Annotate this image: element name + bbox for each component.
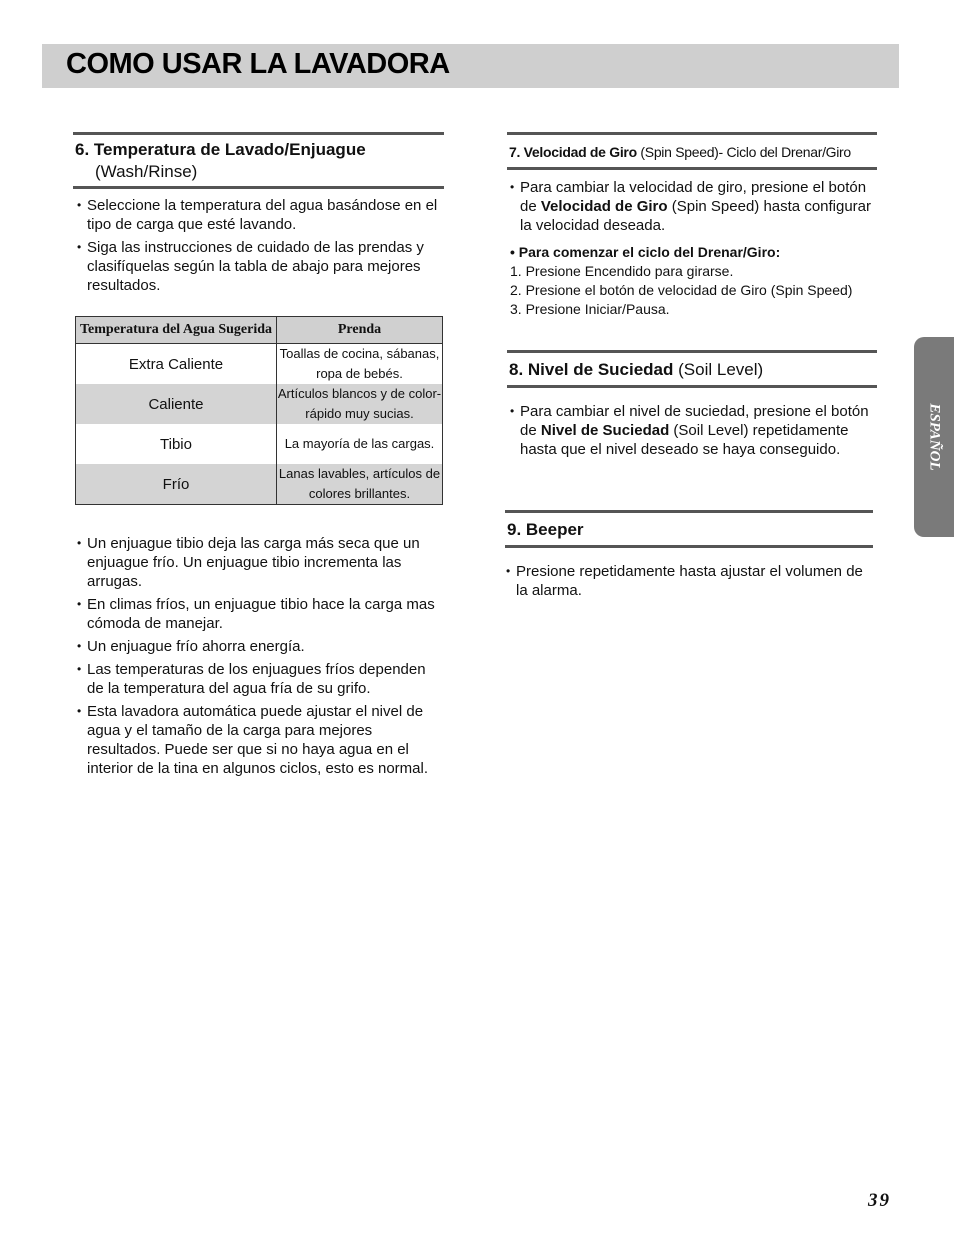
section-7-list [510,178,872,239]
list-item: • Las temperaturas de los enjuagues fríos dependen de la temperatura del agua fría de su grifo. [77,660,445,698]
table-row [76,384,443,424]
list-item: • Presione repetidamente hasta ajustar el volumen de la alarma. [506,562,868,600]
section-9-list [506,562,868,604]
section-8-title: 8. Nivel de Suciedad [509,360,674,379]
section-6-notes-list [77,534,445,782]
section-8-header [507,350,877,388]
bullet-bold-text: Nivel de Suciedad [540,422,670,439]
section-6-title: 6. Temperatura de Lavado/Enjuague [75,140,366,159]
step-item: 3. Presione Iniciar/Pausa. [510,301,670,317]
step-item: 2. Presione el botón de velocidad de Giro (Spin Speed) [510,282,853,298]
bullet-bold-text: Velocidad de Giro [540,198,668,215]
section-6-intro-list [77,196,445,299]
list-item: • Un enjuague frío ahorra energía. [77,637,445,656]
table-header-temperature: Temperatura del Agua Sugerida [76,317,277,344]
temperature-cell: Caliente [76,384,277,424]
section-8-subtitle: (Soil Level) [678,360,764,379]
bullet-text: (Spin Speed) hasta configurar la velocidad deseada. [520,198,872,234]
table-header-row [76,317,443,344]
list-item [510,402,872,459]
temperature-table [75,316,443,505]
temperature-cell: Tibio [76,424,277,464]
garment-cell: Artículos blancos y de color-rápido muy sucias. [277,384,443,424]
section-8-list [510,402,872,463]
section-6-subtitle: (Wash/Rinse) [95,162,198,181]
page-number: 39 [868,1190,891,1211]
list-item: • Un enjuague tibio deja las carga más seca que un enjuague frío. Un enjuague tibio incrementa las arrugas. [77,534,445,591]
temperature-cell: Frío [76,464,277,505]
bullet-text: (Soil Level) repetidamente hasta que el nivel deseado se haya conseguido. [520,422,849,458]
language-label: ESPAÑOL [926,403,943,471]
drain-spin-heading: • Para comenzar el ciclo del Drenar/Giro: [510,244,781,260]
section-9-title: 9. Beeper [507,520,584,539]
section-7-title: 7. Velocidad de Giro [509,144,637,160]
table-row [76,424,443,464]
list-item [510,178,872,235]
bullet-text: Para cambiar el nivel de suciedad, presione el botón de [520,403,869,439]
page-title-band [42,44,899,88]
list-item: • Esta lavadora automática puede ajustar el nivel de agua y el tamaño de la carga para mejores resultados. Puede ser que si no haya agua en el interior de la tina en algunos ciclos, esto es normal. [77,702,445,778]
garment-cell: Lanas lavables, artículos de colores brillantes. [277,464,443,505]
table-header-prenda: Prenda [277,317,443,344]
section-7-subtitle: (Spin Speed)- Ciclo del Drenar/Giro [640,144,851,160]
garment-cell: La mayoría de las cargas. [277,424,443,464]
table-row [76,464,443,505]
drain-spin-steps [510,262,880,319]
page-title: COMO USAR LA LAVADORA [66,48,450,80]
step-item: 1. Presione Encendido para girarse. [510,263,734,279]
list-item: • En climas fríos, un enjuague tibio hace la carga mas cómoda de manejar. [77,595,445,633]
section-9-header [505,510,873,548]
language-side-tab [914,337,954,537]
temperature-cell: Extra Caliente [76,344,277,385]
section-6-header [73,132,444,189]
list-item: • Siga las instrucciones de cuidado de las prendas y clasifíquelas según la tabla de abajo para mejores resultados. [77,238,445,295]
table-row [76,344,443,385]
bullet-text: Para cambiar la velocidad de giro, presione el botón de [520,179,867,215]
garment-cell: Toallas de cocina, sábanas, ropa de bebés. [277,344,443,385]
list-item: • Seleccione la temperatura del agua basándose en el tipo de carga que esté lavando. [77,196,445,234]
section-7-header [507,132,877,170]
